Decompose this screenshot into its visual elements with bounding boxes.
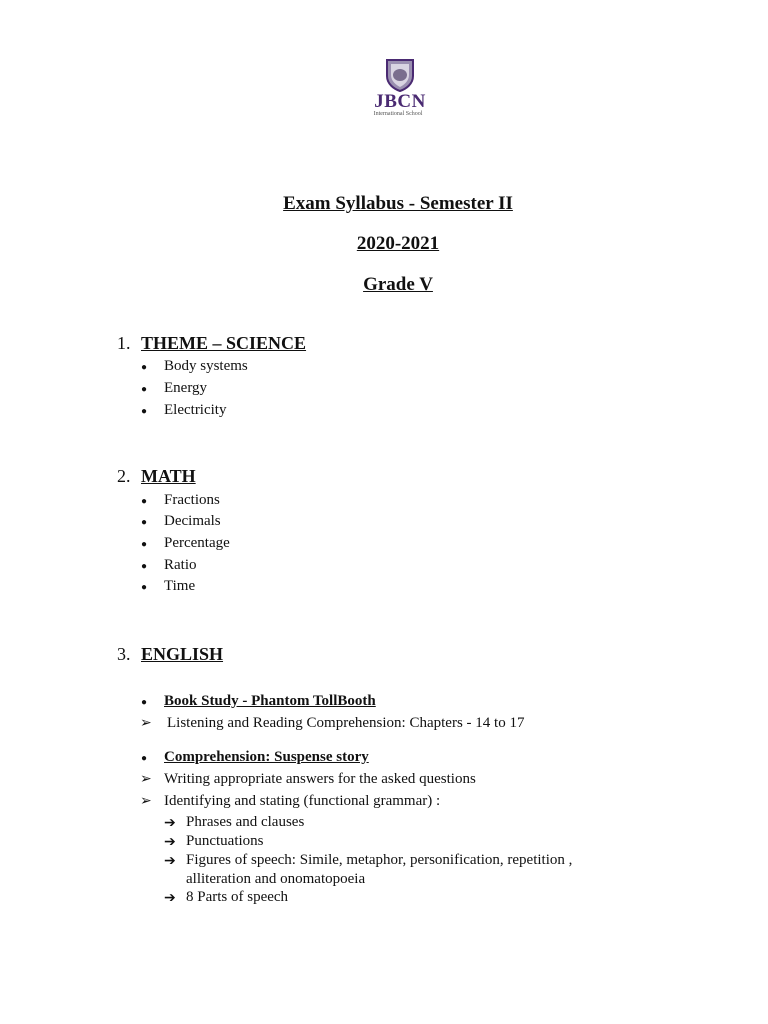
list-item: Writing appropriate answers for the asked questions <box>164 771 476 787</box>
sub-arrow-icon: ➔ <box>164 816 176 831</box>
list-item: Ratio <box>164 557 197 573</box>
logo-subtitle: International School <box>373 111 423 117</box>
bullet-icon: ● <box>141 517 148 528</box>
sub-arrow-icon: ➔ <box>164 854 176 869</box>
bullet-icon: ● <box>141 753 148 764</box>
sub-arrow-icon: ➔ <box>164 835 176 850</box>
logo-name: JBCN <box>374 91 426 112</box>
school-logo <box>368 58 432 122</box>
list-item: Decimals <box>164 513 221 529</box>
page-title: Exam Syllabus - Semester II <box>283 193 513 214</box>
arrow-icon: ➢ <box>140 772 152 787</box>
bullet-icon: ● <box>141 496 148 507</box>
section-heading-math: MATH <box>141 466 196 486</box>
list-item: Electricity <box>164 402 227 418</box>
bullet-icon: ● <box>141 384 148 395</box>
list-item: Fractions <box>164 492 220 508</box>
academic-year: 2020-2021 <box>356 233 440 254</box>
bullet-icon: ● <box>141 362 148 373</box>
list-item: Percentage <box>164 535 230 551</box>
section-heading-english: ENGLISH <box>141 644 224 664</box>
section-heading-science: THEME – SCIENCE <box>141 333 307 353</box>
sub-list-item-continuation: alliteration and onomatopoeia <box>186 871 366 887</box>
list-item: Time <box>164 578 196 594</box>
sub-list-item: Punctuations <box>186 833 264 849</box>
comprehension-heading: Comprehension: Suspense story <box>164 749 369 765</box>
section-number: 2. <box>117 466 131 486</box>
list-item: Body systems <box>164 358 248 374</box>
section-number: 1. <box>117 333 131 353</box>
grade-label: Grade V <box>363 274 433 295</box>
list-item: Identifying and stating (functional grammar) : <box>164 793 441 809</box>
list-item: Listening and Reading Comprehension: Chapters - 14 to 17 <box>167 715 525 731</box>
school-crest-icon <box>385 58 415 92</box>
sub-list-item: Figures of speech: Simile, metaphor, personification, repetition , <box>186 852 573 868</box>
arrow-icon: ➢ <box>140 794 152 809</box>
sub-arrow-icon: ➔ <box>164 891 176 906</box>
book-study-heading: Book Study - Phantom TollBooth <box>164 693 376 709</box>
sub-list-item: 8 Parts of speech <box>186 889 289 905</box>
bullet-icon: ● <box>141 561 148 572</box>
bullet-icon: ● <box>141 582 148 593</box>
sub-list-item: Phrases and clauses <box>186 814 305 830</box>
bullet-icon: ● <box>141 539 148 550</box>
bullet-icon: ● <box>141 697 148 708</box>
bullet-icon: ● <box>141 406 148 417</box>
section-number: 3. <box>117 644 131 664</box>
arrow-icon: ➢ <box>140 716 152 731</box>
list-item: Energy <box>164 380 208 396</box>
